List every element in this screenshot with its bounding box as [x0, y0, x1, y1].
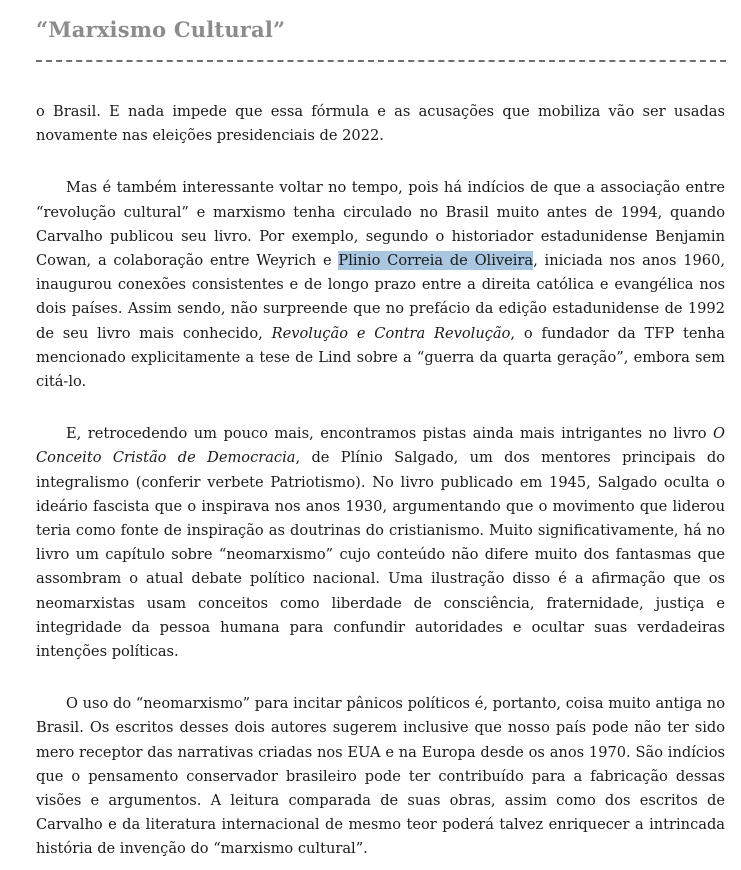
book-title-conceito: O Conceito Cristão de Democracia [36, 425, 725, 467]
book-title-revolucao: Revolução e Contra Revolução [271, 324, 511, 342]
header-dashed-rule [36, 60, 726, 62]
paragraph-2 [36, 176, 725, 394]
paragraph-1: o Brasil. E nada impede que essa fórmula e as acusações que mobiliza vão ser usadas novamente nas eleições presidenciais de 2022. [36, 103, 725, 145]
article-body [36, 100, 725, 862]
paragraph-4: O uso do “neomarxismo” para incitar pânicos políticos é, portanto, coisa muito antiga no Brasil. Os escritos desses dois autores sugerem inclusive que nosso país pode não ter sido mero receptor das narrativas criadas nos EUA e na Europa desde os anos 1970. São indícios que o pensamento conservador brasileiro pode ter contribuído para a fabricação dessas visões e argumentos. A leitura comparada de suas obras, assim como dos escritos de Carvalho e da literatura internacional de mesmo teor poderá talvez enriquecer a intrincada história de invenção do “marxismo cultural”. [36, 695, 725, 858]
selected-text-highlight[interactable]: Plinio Correia de Oliveira [338, 252, 534, 270]
paragraph-3-text-a: E, retrocedendo um pouco mais, encontramos pistas ainda mais intrigantes no livro [66, 425, 714, 443]
running-header-title: “Marxismo Cultural” [36, 17, 286, 42]
paragraph-2-text-c: , o fundador da TFP tenha mencionado explicitamente a tese de Lind sobre a “guerra da quarta geração”, embora sem citá-lo. [36, 324, 725, 391]
paragraph-2-text-a: Mas é também interessante voltar no tempo, pois há indícios de que a associação entre “revolução cultural” e marxismo tenha circulado no Brasil muito antes de 1994, quando Carvalho publicou seu livro. Por exemplo, segundo o historiador estadunidense Benjamin Cowan, a colaboração entre Weyrich e [36, 179, 725, 270]
paragraph-3 [36, 422, 725, 664]
page-header [36, 14, 741, 74]
paragraph-2-text-b: , iniciada nos anos 1960, inaugurou conexões consistentes e de longo prazo entre a direita católica e evangélica nos dois países. Assim sendo, não surpreende que no prefácio da edição estadunidense de 1992 de seu livro mais conhecido, [36, 252, 725, 342]
paragraph-3-text-b: , de Plínio Salgado, um dos mentores principais do integralismo (conferir verbete Patriotismo). No livro publicado em 1945, Salgado oculta o ideário fascista que o inspirava nos anos 1930, argumentando que o movimento que liderou teria como fonte de inspiração as doutrinas do cristianismo. Muito significativamente, há no livro um capítulo sobre “neomarxismo” cujo conteúdo não difere muito dos fantasmas que assombram o atual debate político nacional. Uma ilustração disso é a afirmação que os neomarxistas usam conceitos como liberdade de consciência, fraternidade, justiça e integridade da pessoa humana para confundir autoridades e ocultar suas verdadeiras intenções políticas. [36, 449, 725, 661]
